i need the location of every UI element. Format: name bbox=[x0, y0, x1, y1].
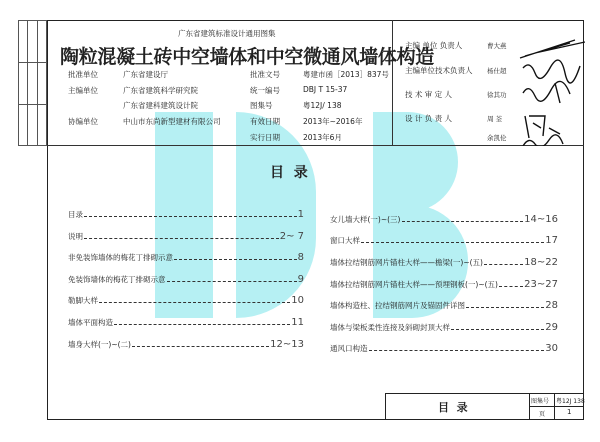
toc-item[interactable] bbox=[330, 279, 558, 290]
person-name: 周 荃 bbox=[487, 115, 503, 123]
toc-label: 说明 bbox=[68, 232, 83, 241]
toc-item[interactable] bbox=[68, 339, 304, 350]
toc-page: 12~13 bbox=[270, 339, 304, 350]
toc-label: 非免装饰墙体的梅花丁排砌示意 bbox=[68, 253, 173, 262]
atlas-number: 粤12J 138 bbox=[556, 398, 585, 405]
toc-page: 10 bbox=[291, 295, 304, 306]
toc-page: 2~ 7 bbox=[279, 231, 304, 242]
row-label: 批准文号 bbox=[250, 70, 280, 79]
atlas-label: 图集号 bbox=[531, 398, 550, 405]
toc-item[interactable] bbox=[330, 300, 558, 311]
toc-label: 墙体平面构造 bbox=[68, 318, 113, 327]
toc-item[interactable] bbox=[330, 343, 558, 354]
toc-label: 墙体拉结钢筋网片锚柱大样——檐梁(一)~(五) bbox=[330, 258, 483, 267]
toc-page: 8 bbox=[297, 252, 304, 263]
title-block-name: 目 录 bbox=[438, 401, 468, 414]
toc-page: 9 bbox=[297, 274, 304, 285]
row-value: 中山市东尚新型建材有限公司 bbox=[123, 117, 221, 126]
row-value: 广东省建设厅 bbox=[123, 70, 168, 79]
toc-label: 通风口构造 bbox=[330, 344, 368, 353]
page-title: 陶粒混凝土砖中空墙体和中空微通风墙体构造 bbox=[60, 46, 435, 68]
role-label: 主编 单位 负责人 bbox=[405, 41, 463, 50]
row-value: 广东省建科建筑设计院 bbox=[123, 101, 198, 110]
toc-page: 1 bbox=[297, 209, 304, 220]
person-name: 余凯伦 bbox=[487, 134, 507, 142]
toc-page: 29 bbox=[545, 322, 558, 333]
toc-item[interactable] bbox=[68, 274, 304, 285]
role-label: 主编单位技术负责人 bbox=[405, 66, 473, 75]
toc-page: 11 bbox=[291, 317, 304, 328]
toc-item[interactable] bbox=[330, 257, 558, 268]
toc-label: 免装饰墙体的梅花丁排砌示意 bbox=[68, 275, 166, 284]
toc-item[interactable] bbox=[330, 214, 558, 225]
toc-page: 30 bbox=[545, 343, 558, 354]
row-label: 主编单位 bbox=[68, 86, 98, 95]
row-value: 2013年~2016年 bbox=[303, 117, 363, 126]
toc-label: 女儿墙大样(一)~(三) bbox=[330, 215, 401, 224]
toc-label: 墙体与梁板柔性连接及斜砌封顶大样 bbox=[330, 323, 450, 332]
toc-item[interactable] bbox=[68, 209, 304, 220]
toc-label: 墙身大样(一)~(二) bbox=[68, 340, 131, 349]
toc-item[interactable] bbox=[68, 295, 304, 306]
toc-page: 18~22 bbox=[524, 257, 558, 268]
role-label: 技 术 审 定 人 bbox=[405, 90, 453, 99]
row-value: 2013年6月 bbox=[303, 133, 342, 142]
toc-item[interactable] bbox=[68, 252, 304, 263]
toc-item[interactable] bbox=[330, 235, 558, 246]
toc-page: 14~16 bbox=[524, 214, 558, 225]
person-name: 徐其功 bbox=[487, 91, 507, 99]
toc-item[interactable] bbox=[330, 322, 558, 333]
row-label: 协编单位 bbox=[68, 117, 98, 126]
toc-label: 目录 bbox=[68, 210, 83, 219]
row-value: 粤建市函［2013］837号 bbox=[303, 70, 389, 79]
toc-page: 23~27 bbox=[524, 279, 558, 290]
toc-item[interactable] bbox=[68, 231, 304, 242]
row-value: DBJ T 15-37 bbox=[303, 85, 348, 94]
signatures bbox=[515, 28, 585, 146]
toc-item[interactable] bbox=[68, 317, 304, 328]
toc-label: 勒脚大样 bbox=[68, 296, 98, 305]
role-label: 设 计 负 责 人 bbox=[405, 114, 453, 123]
series-name: 广东省建筑标准设计通用图集 bbox=[178, 29, 276, 38]
toc-label: 窗口大样 bbox=[330, 236, 360, 245]
person-name: 曹大燕 bbox=[487, 42, 507, 50]
toc-page: 28 bbox=[545, 300, 558, 311]
signature-strip bbox=[18, 20, 47, 146]
row-label: 批准单位 bbox=[68, 70, 98, 79]
row-label: 统一编号 bbox=[250, 86, 280, 95]
row-value: 广东省建筑科学研究院 bbox=[123, 86, 198, 95]
person-name: 杨仕超 bbox=[487, 67, 507, 75]
page-label: 页 bbox=[539, 411, 546, 418]
toc-label: 墙体拉结钢筋网片锚柱大样——预埋钢板(一)~(五) bbox=[330, 280, 498, 289]
toc-heading: 目 录 bbox=[270, 165, 308, 181]
row-value: 粤12J/ 138 bbox=[303, 101, 342, 110]
toc-label: 墙体构造柱、拉结钢筋网片及锚固件详图 bbox=[330, 301, 465, 310]
row-label: 有效日期 bbox=[250, 117, 280, 126]
row-label: 实行日期 bbox=[250, 133, 280, 142]
page-number: 1 bbox=[567, 408, 572, 416]
toc-page: 17 bbox=[545, 235, 558, 246]
row-label: 图集号 bbox=[250, 101, 273, 110]
